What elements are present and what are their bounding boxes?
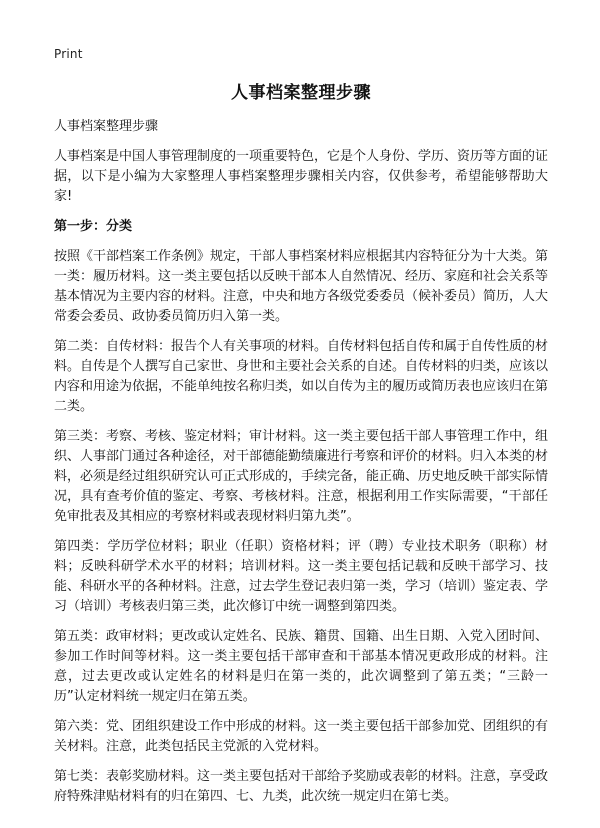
intro-paragraph: 人事档案是中国人事管理制度的一项重要特色，它是个人身份、学历、资历等方面的证据，以下是小编为大家整理人事档案整理步骤相关内容，仅供参考，希望能够帮助大家!: [54, 149, 549, 204]
document-body: [54, 78, 548, 817]
category-paragraph: 第二类：自传材料：报告个人有关事项的材料。自传材料包括自传和属于自传性质的材料。自传是个人撰写自己家世、身世和主要社会关系的自述。自传材料的归类，应该以内容和用途为依据，不能单纯按名称归类，如以自传为主的履历或简历表也应该归在第二类。: [54, 339, 549, 414]
category-paragraph: 第六类：党、团组织建设工作中形成的材料。这一类主要包括干部参加党、团组织的有关材料。注意，此类包括民主党派的入党材料。: [54, 719, 549, 754]
category-paragraph: 第三类：考察、考核、鉴定材料；审计材料。这一类主要包括干部人事管理工作中，组织、人事部门通过各种途径，对干部德能勤绩廉进行考察和评价的材料。归入本类的材料，必须是经过组织研究认可正式形成的，手续完备，能正确、历史地反映干部实际情况，具有查考价值的鉴定、考察、考核材料。注意，根据利用工作实际需要，“干部任免审批表及其相应的考察材料或表现材料归第九类”。: [54, 429, 549, 524]
print-link[interactable]: Print: [54, 47, 83, 61]
document-subtitle: 人事档案整理步骤: [54, 119, 159, 134]
category-paragraph: 按照《干部档案工作条例》规定，干部人事档案材料应根据其内容特征分为十大类。第一类：履历材料。这一类主要包括以反映干部本人自然情况、经历、家庭和社会关系等基本情况为主要内容的材料。注意，中央和地方各级党委委员（候补委员）简历，人大常委会委员、政协委员简历归入第一类。: [54, 249, 549, 324]
page-title: 人事档案整理步骤: [231, 83, 371, 103]
category-paragraph: 第七类：表彰奖励材料。这一类主要包括对干部给予奖励或表彰的材料。注意，享受政府特殊津贴材料有的归在第四、七、九类，此次统一规定归在第七类。: [54, 769, 549, 804]
category-paragraph: 第四类：学历学位材料；职业（任职）资格材料；评（聘）专业技术职务（职称）材料；反映科研学术水平的材料；培训材料。这一类主要包括记载和反映干部学习、技能、科研水平的各种材料。注意，过去学生登记表归第一类，学习（培训）鉴定表、学习（培训）考核表归第三类，此次修订中统一调整到第四类。: [54, 539, 549, 614]
step-one-heading: 第一步：分类: [54, 219, 133, 234]
category-paragraph: 第五类：政审材料；更改或认定姓名、民族、籍贯、国籍、出生日期、入党入团时间、参加工作时间等材料。这一类主要包括干部审查和干部基本情况更政形成的材料。注意，过去更改或认定姓名的材料是归在第一类的，此次调整到了第五类；“三龄一历”认定材料统一规定归在第五类。: [54, 629, 549, 704]
